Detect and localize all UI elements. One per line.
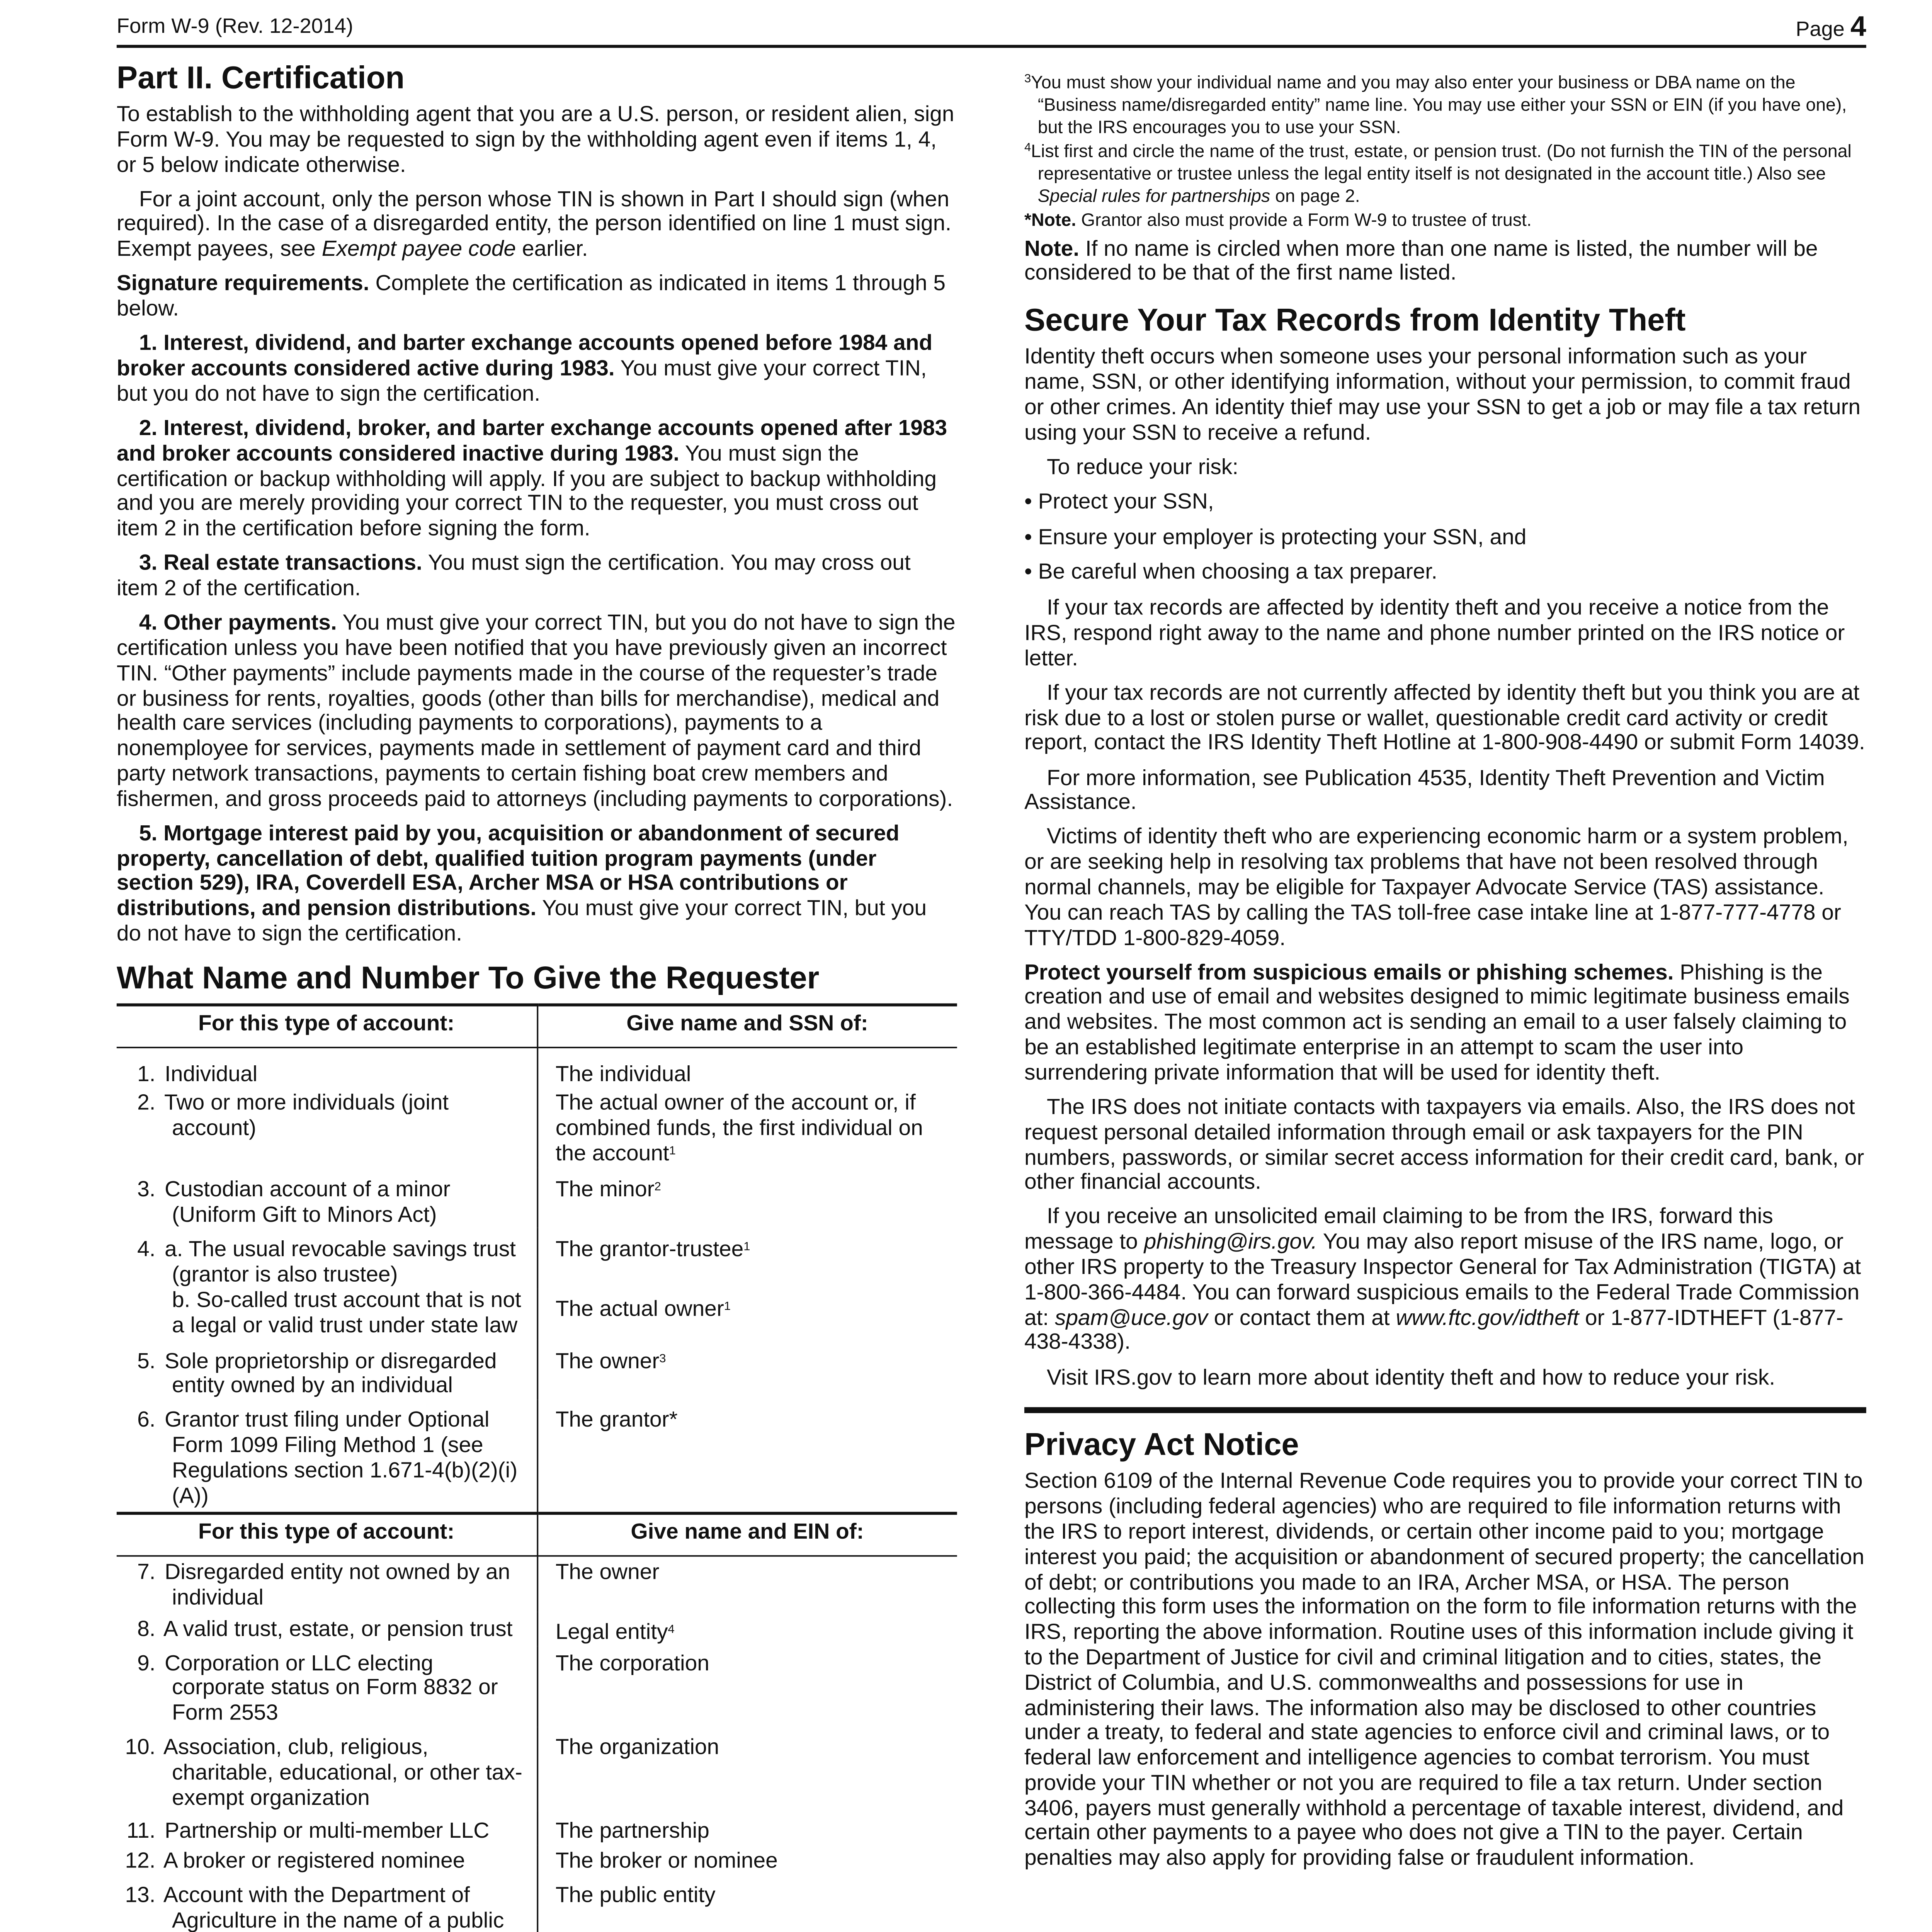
identity-p9: If you receive an unsolicited email claiming to be from the IRS, forward this message to phishing@irs.gov. You may also report misuse of the IRS name, logo, or other IRS property to the Treasury Inspector General for Tax Administration (TIGTA) at 1-800-366-4484. You can forward suspicious emails to the Federal Trade Commission at: spam@uce.gov or contact them at www.ftc.gov/idtheft or 1-877-IDTHEFT (1-877-438-4338). [1024, 1206, 1861, 1355]
cert-item-3: 3. Real estate transactions. You must sign the certification. You may cross out item 2 of the certification. [116, 552, 911, 601]
bullet-item: • Be careful when choosing a tax preparer. [1024, 561, 1437, 585]
table-row: 7. Disregarded entity not owned by an individual The owner [117, 1556, 957, 1612]
phishing-paragraph: Protect yourself from suspicious emails or phishing schemes. Phishing is the creation and use of email and websites designed to mimic legitimate business emails and websites. The most common act is sending an email to a user falsely claiming to be an established legitimate enterprise in an attempt to scam the user into surrendering private information that will be used for identity theft. [1024, 961, 1850, 1086]
right-column [1024, 72, 1866, 1882]
table-row: 11. Partnership or multi-member LLC The partnership [117, 1811, 957, 1845]
privacy-title: Privacy Act Notice [1024, 1429, 1299, 1463]
table-row: 4. a. The usual revocable savings trust (grantor is also trustee) The grantor-trustee$^1$ [117, 1228, 957, 1289]
signature-requirements: Signature requirements. Complete the certification as indicated in items 1 through 5 below. [116, 272, 946, 322]
table-row: 12. A broker or registered nominee The broker or nominee [117, 1845, 957, 1875]
table-row: 3. Custodian account of a minor (Uniform Gift to Minors Act) The minor$^2$ [117, 1168, 957, 1228]
table-row: 9. Corporation or LLC electing corporate status on Form 8832 or Form 2553 The corporation [117, 1646, 957, 1727]
identity-p2: To reduce your risk: [1047, 456, 1238, 480]
ftc-url: www.ftc.gov/idtheft [1396, 1306, 1579, 1330]
identity-p3: If your tax records are affected by identity theft and you receive a notice from the IRS, respond right away to the name and phone number printed on the IRS notice or letter. [1024, 597, 1845, 671]
section-divider [1024, 1408, 1866, 1413]
left-column [117, 60, 957, 1932]
form-id: Form W-9 (Rev. 12-2014) [116, 13, 354, 37]
table-row: b. So-called trust account that is not a legal or valid trust under state law The actual owner$^1$ [117, 1289, 957, 1339]
part2-intro: To establish to the withholding agent that you are a U.S. person, or resident alien, sign Form W-9. You may be requested to sign by the withholding agent even if items 1, 4, or 5 below indicate otherwise. [116, 103, 954, 177]
identity-p10: Visit IRS.gov to learn more about identity theft and how to reduce your risk. [1047, 1366, 1776, 1390]
bullet-item: • Protect your SSN, [1024, 490, 1214, 514]
form-header [117, 12, 1866, 48]
table-row: 5. Sole proprietorship or disregarded entity owned by an individual The owner$^3$ [117, 1339, 957, 1400]
table-title: What Name and Number To Give the Requester [116, 961, 820, 996]
spam-email: spam@uce.gov [1054, 1306, 1208, 1330]
footnote-3: $^3$You must show your individual name and you may also enter your business or DBA name on the “Business name/disregarded entity” name line. You may use either your SSN or EIN (if you have one), but the IRS encourages you to use your SSN. [1024, 71, 1847, 137]
cert-item-5: 5. Mortgage interest paid by you, acquisition or abandonment of secured property, cancellation of debt, qualified tuition program payments (under section 529), IRA, Coverdell ESA, Archer MSA or HSA contributions or distributions, and pension distributions. You must give your correct TIN, but you do not have to sign the certification. [116, 822, 927, 947]
table-row: 8. A valid trust, estate, or pension trust Legal entity$^4$ [117, 1612, 957, 1646]
name-circled-note: Note. If no name is circled when more than one name is listed, the number will be considered to be that of the first name listed. [1024, 237, 1818, 286]
cert-item-1: 1. Interest, dividend, and barter exchange accounts opened before 1984 and broker accounts considered active during 1983. You must give your correct TIN, but you do not have to sign the certification. [116, 332, 933, 407]
cert-item-2: 2. Interest, dividend, broker, and barter exchange accounts opened after 1983 and broker accounts considered inactive during 1983. You must sign the certification or backup withholding will apply. If you are subject to backup withholding and you are merely providing your correct TIN to the requester, you must cross out item 2 in the certification before signing the form. [116, 417, 947, 542]
table-row: 2. Two or more individuals (joint account) The actual owner of the account or, if combined funds, the first individual on the account$^1$ [117, 1088, 957, 1168]
table-row: 13. Account with the Department of Agriculture in the name of a public The public entity [117, 1875, 957, 1932]
identity-p5: For more information, see Publication 4535, Identity Theft Prevention and Victim Assistance. [1024, 766, 1825, 816]
cert-item-4: 4. Other payments. You must give your correct TIN, but you do not have to sign the certification unless you have been notified that you have previously given an incorrect TIN. “Other payments” include payments made in the course of the requester’s trade or business for rents, royalties, goods (other than bills for merchandise), medical and health care services (including payments to corporations), payments to a nonemployee for services, payments made in settlement of payment card and third party network transactions, payments to certain fishing boat crew members and fishermen, and gross proceeds paid to attorneys (including payments to corporations). [116, 612, 956, 812]
table-footnotes-continued [1024, 72, 1866, 231]
table-header-ein: For this type of account: Give name and EIN of: [117, 1514, 957, 1556]
grantor-note: *Note. Grantor also must provide a Form W-9 to trustee of trust. [1024, 209, 1532, 230]
identity-p1: Identity theft occurs when someone uses your personal information such as your name, SSN, or other identifying information, without your permission, to commit fraud or other crimes. An identity thief may use your SSN to get a job or may file a tax return using your SSN to receive a refund. [1024, 345, 1861, 445]
privacy-p1: Section 6109 of the Internal Revenue Code requires you to provide your correct TIN to persons (including federal agencies) who are required to file information returns with the IRS to report interest, dividends, or certain other income paid to you; mortgage interest you paid; the acquisition or abandonment of secured property; the cancellation of debt; or contributions you made to an IRA, Archer MSA, or HSA. The person collecting this form uses the information on the form to file information returns with the IRS, reporting the above information. Routine uses of this information include giving it to the Department of Justice for civil and criminal litigation and to cities, states, the District of Columbia, and U.S. commonwealths and possessions for use in administering their laws. The information also may be disclosed to other countries under a treaty, to federal and state agencies to enforce civil and criminal laws, or to federal law enforcement and intelligence agencies to combat terrorism. You must provide your TIN whether or not you are required to file a tax return. Under section 3406, payers must generally withhold a percentage of taxable interest, dividend, and certain other payments to a payee who does not give a TIN to the payer. Certain penalties may also apply for providing false or fraudulent information. [1024, 1470, 1864, 1871]
table-row: 10. Association, club, religious, charitable, educational, or other tax-exempt organization The organization [117, 1727, 957, 1811]
identity-p6: Victims of identity theft who are experiencing economic harm or a system problem, or are seeking help in resolving tax problems that have not been resolved through normal channels, may be eligible for Taxpayer Advocate Service (TAS) assistance. You can reach TAS by calling the TAS toll-free case intake line at 1-877-777-4778 or TTY/TDD 1-800-829-4059. [1024, 826, 1849, 951]
part2-title: Part II. Certification [116, 61, 405, 96]
requester-table [117, 1003, 957, 1932]
phishing-email: phishing@irs.gov. [1144, 1231, 1318, 1255]
table-row: 6. Grantor trust filing under Optional Form 1099 Filing Method 1 (see Regulations section 1.671-4(b)(2)(i)(A)) The grantor* [117, 1400, 957, 1514]
table-header-ssn: For this type of account: Give name and SSN of: [117, 1005, 957, 1047]
identity-theft-title: Secure Your Tax Records from Identity Theft [1024, 304, 1686, 338]
bullet-item: • Ensure your employer is protecting your SSN, and [1024, 526, 1527, 550]
identity-p4: If your tax records are not currently affected by identity theft but you think you are at risk due to a lost or stolen purse or wallet, questionable credit card activity or credit report, contact the IRS Identity Theft Hotline at 1-800-908-4490 or submit Form 14039. [1024, 682, 1865, 756]
joint-account-paragraph: For a joint account, only the person whose TIN is shown in Part I should sign (when required). In the case of a disregarded entity, the person identified on line 1 must sign. Exempt payees, see Exempt payee code earlier. [116, 188, 952, 262]
footnote-4: $^4$List first and circle the name of the trust, estate, or pension trust. (Do not furnish the TIN of the personal representative or trustee unless the legal entity itself is not designated in the account title.) Also see Special rules for partnerships on page 2. [1024, 141, 1852, 206]
page-number: Page 4 [1796, 12, 1866, 44]
identity-p8: The IRS does not initiate contacts with taxpayers via emails. Also, the IRS does not request personal detailed information through email or ask taxpayers for the PIN numbers, passwords, or similar secret access information for their credit card, bank, or other financial accounts. [1024, 1096, 1864, 1196]
table-row: 1. Individual The individual [117, 1047, 957, 1088]
